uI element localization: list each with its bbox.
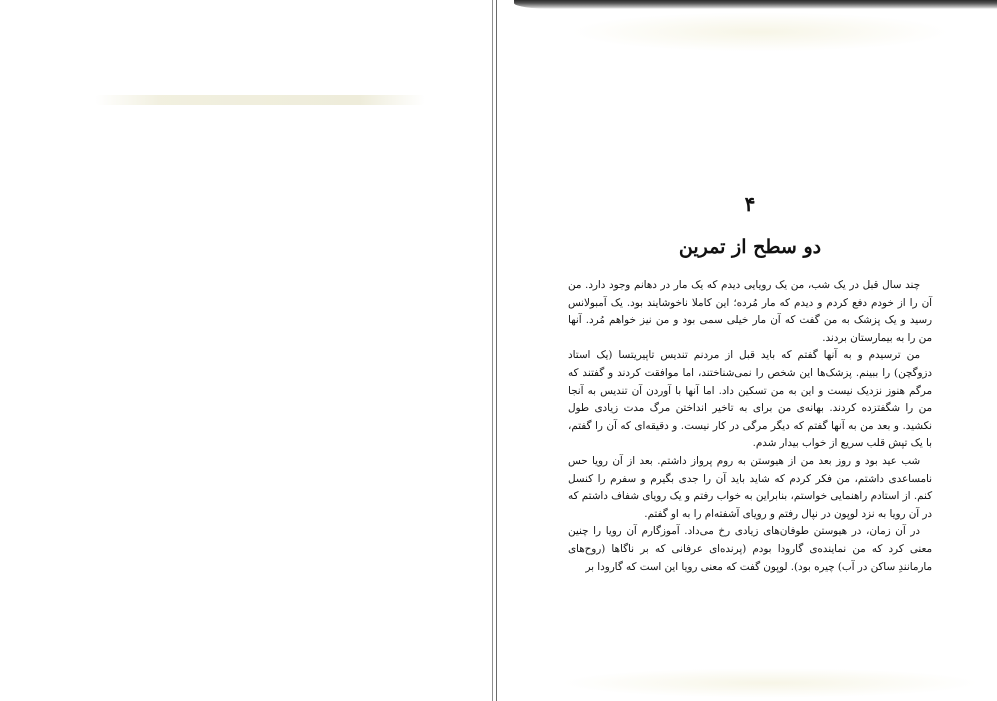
book-spine (492, 0, 500, 701)
paragraph: شب عید بود و روز بعد من از هیوستن به روم پرواز داشتم. بعد از آن رویا حس نامساعدی داشتم، من فکر کردم که شاید باید آن را جدی بگیرم و سفرم را کنسل کنم. از استادم راهنمایی خواستم، بنابراین به خواب رفتم و یک رویای شفاف داشتم که در آن رویا به نزد لوپون در نپال رفتم و رویای آشفته‌ام را به او گفتم. (568, 454, 933, 520)
spine-edge-line (492, 0, 493, 701)
paragraph: من ترسیدم و به آنها گفتم که باید قبل از مردنم تندیس تاپیریتسا (یک استاد دزوگچن) را ببینم. پزشک‌ها این شخص را نمی‌شناختند، اما موافقت کردند و گفتند که مرگم هنوز نزدیک نیست و این به من تسکین داد. اما آنها با آوردن آن تندیس به آنجا من را شگفتزده کردند. بهانه‌ی من برای به تاخیر انداختن مرگ مدت زیادی طول نکشید. و بعد من به آنها گفتم که دیگر مرگی در کار نیست. و دقیقه‌ای که آن را گفتم، با یک تپش قلب سریع از خواب بیدار شدم. (568, 349, 932, 450)
paragraph: چند سال قبل در یک شب، من یک رویایی دیدم که یک مار در دهانم وجود دارد. من آن را از خودم دفع کردم و دیدم که مار مُرده؛ این کاملا ناخوشایند بود. یک آمبولانس رسید و یک پزشک به من گفت که آن مار خیلی سمی بود و من نیز خواهم مُرد. آنها من را به بیمارستان بردند. (568, 279, 932, 344)
page-tint (570, 12, 950, 52)
paragraph: در آن زمان، در هیوستن طوفان‌های زیادی رخ می‌داد. آموزگارم آن رویا را چنین معنی کرد که من نماینده‌ی گارودا بودم (پرنده‌ای عرفانی که بر ناگاها (روح‌های مارمانندِ ساکن در آب) چیره بود). لوپون گفت که معنی رویا این است که گارودا بر (568, 525, 932, 573)
bleed-through-text (95, 95, 425, 105)
spine-edge-line (496, 0, 497, 701)
chapter-text (568, 277, 932, 576)
page-top-shadow (514, 0, 997, 9)
left-page (0, 0, 494, 701)
chapter-number: ۴ (744, 192, 756, 216)
right-page (500, 0, 997, 701)
page-tint (560, 668, 980, 698)
chapter-title: دو سطح از تمرین (678, 236, 822, 258)
